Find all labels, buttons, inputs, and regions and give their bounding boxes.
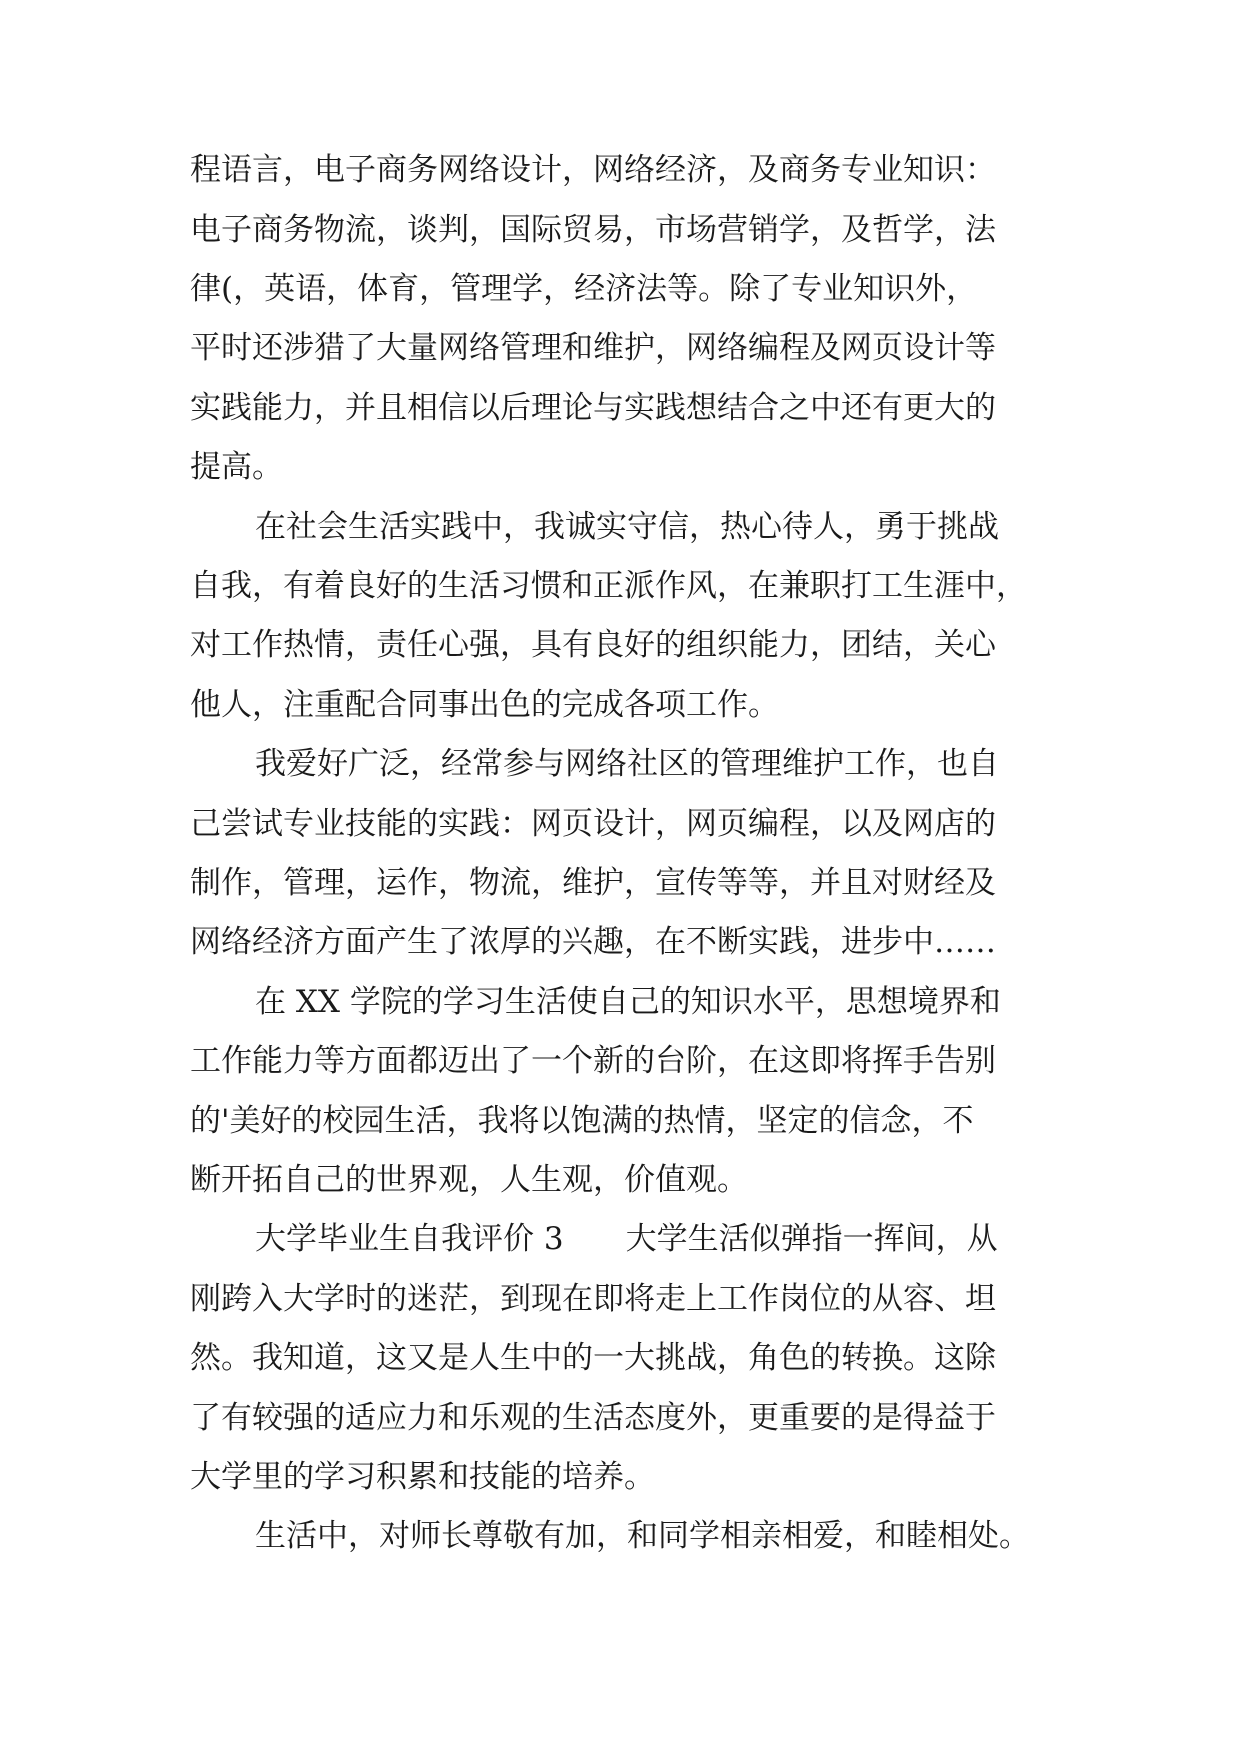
paragraph-first-line: 在 XX 学院的学习生活使自己的知识水平，思想境界和 bbox=[255, 984, 1001, 1020]
text-line: 的'美好的校园生活，我将以饱满的热情，坚定的信念，不 bbox=[190, 1103, 974, 1139]
text-line: 对工作热情，责任心强，具有良好的组织能力，团结，关心 bbox=[190, 627, 996, 663]
text-line: 制作，管理，运作，物流，维护，宣传等等，并且对财经及 bbox=[190, 865, 996, 901]
text-line: 然。我知道，这又是人生中的一大挑战，角色的转换。这除 bbox=[190, 1340, 996, 1376]
text-line: 大学里的学习积累和技能的培养。 bbox=[190, 1459, 655, 1495]
text-line: 工作能力等方面都迈出了一个新的台阶，在这即将挥手告别 bbox=[190, 1043, 996, 1079]
text-line: 电子商务物流，谈判，国际贸易，市场营销学，及哲学，法 bbox=[190, 212, 996, 248]
text-line: 平时还涉猎了大量网络管理和维护，网络编程及网页设计等 bbox=[190, 330, 996, 366]
text-line: 提高。 bbox=[190, 449, 283, 485]
paragraph-first-line: 生活中，对师长尊敬有加，和同学相亲相爱，和睦相处。 bbox=[255, 1518, 1030, 1554]
paragraph-first-line: 大学毕业生自我评价 3 大学生活似弹指一挥间，从 bbox=[255, 1221, 998, 1257]
text-line: 自我，有着良好的生活习惯和正派作风，在兼职打工生涯中， bbox=[190, 568, 1027, 604]
text-line: 己尝试专业技能的实践：网页设计，网页编程，以及网店的 bbox=[190, 806, 996, 842]
text-line: 律(，英语，体育，管理学，经济法等。除了专业知识外， bbox=[190, 271, 978, 307]
text-line: 断开拓自己的世界观，人生观，价值观。 bbox=[190, 1162, 748, 1198]
text-line: 了有较强的适应力和乐观的生活态度外，更重要的是得益于 bbox=[190, 1400, 996, 1436]
text-line: 程语言，电子商务网络设计，网络经济，及商务专业知识： bbox=[190, 152, 996, 188]
text-line: 网络经济方面产生了浓厚的兴趣，在不断实践，进步中…… bbox=[190, 924, 996, 960]
paragraph-first-line: 在社会生活实践中，我诚实守信，热心待人，勇于挑战 bbox=[255, 509, 999, 545]
text-line: 刚跨入大学时的迷茫，到现在即将走上工作岗位的从容、坦 bbox=[190, 1281, 996, 1317]
text-line: 他人，注重配合同事出色的完成各项工作。 bbox=[190, 687, 779, 723]
text-line: 实践能力，并且相信以后理论与实践想结合之中还有更大的 bbox=[190, 390, 996, 426]
paragraph-first-line: 我爱好广泛，经常参与网络社区的管理维护工作，也自 bbox=[255, 746, 999, 782]
